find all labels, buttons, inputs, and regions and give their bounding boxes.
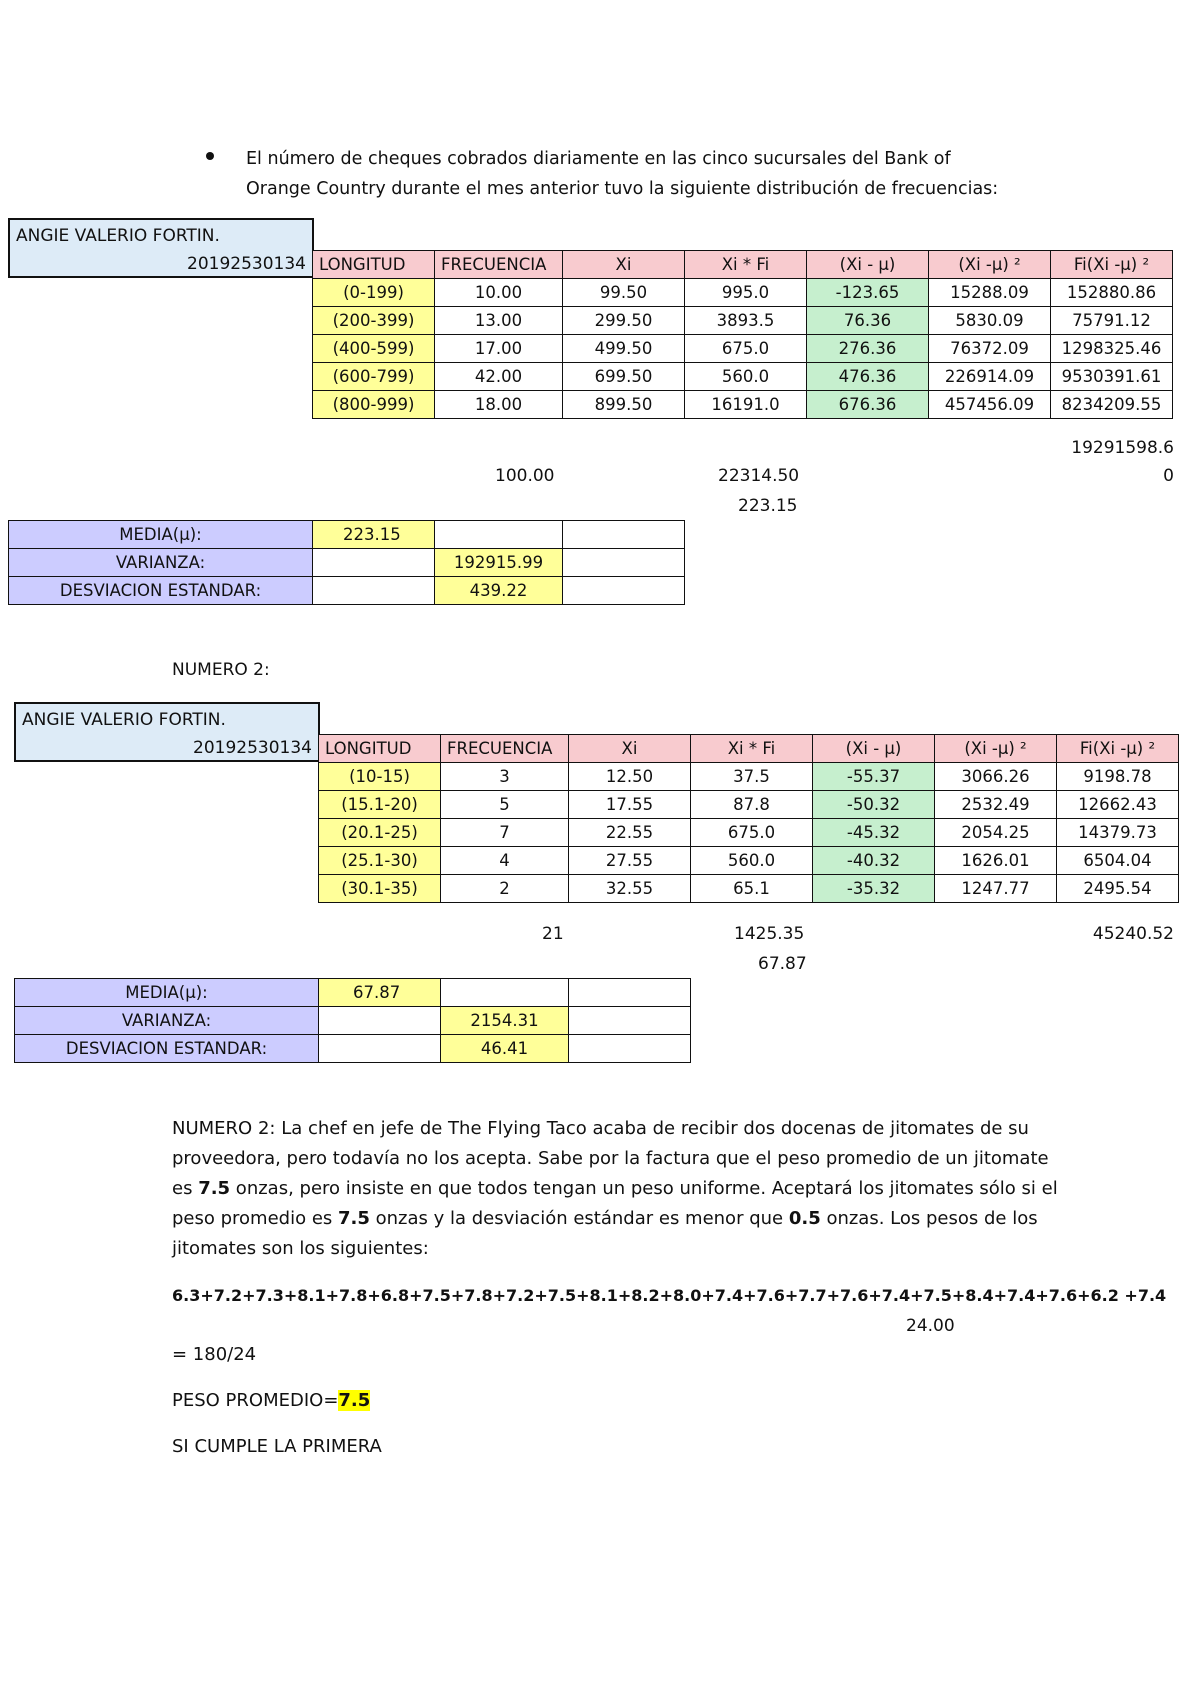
- problem-paragraph: [172, 1114, 1072, 1264]
- cell: (400-599): [313, 335, 435, 363]
- cell: 899.50: [563, 391, 685, 419]
- table-row: [319, 763, 1179, 791]
- cell: 276.36: [807, 335, 929, 363]
- frequency-table-1: [312, 250, 1173, 419]
- student-name: ANGIE VALERIO FORTIN.: [16, 226, 220, 246]
- empty-cell: [563, 549, 685, 577]
- problem-bold-2: 7.5: [338, 1208, 370, 1229]
- empty-cell: [319, 1035, 441, 1063]
- intro-line-2: Orange Country durante el mes anterior tuvo la siguiente distribución de frecuencias:: [246, 179, 999, 199]
- divisor: 24.00: [906, 1316, 955, 1336]
- cell: 2532.49: [935, 791, 1057, 819]
- total-fi-sq-part2: 0: [1163, 466, 1174, 486]
- stats-row-desviacion: [15, 1035, 691, 1063]
- cell: -123.65: [807, 279, 929, 307]
- header-xi-mu: (Xi - μ): [807, 251, 929, 279]
- cell: 10.00: [435, 279, 563, 307]
- table-row: [313, 307, 1173, 335]
- cell: 152880.86: [1051, 279, 1173, 307]
- cell: 476.36: [807, 363, 929, 391]
- peso-label: PESO PROMEDIO=: [172, 1390, 339, 1411]
- header-xi: Xi: [563, 251, 685, 279]
- student-id: 20192530134: [193, 738, 312, 758]
- sum-expression: 6.3+7.2+7.3+8.1+7.8+6.8+7.5+7.8+7.2+7.5+8.1+8.2+8.0+7.4+7.6+7.7+7.6+7.4+7.5+8.4+7.4+7.6+6.2 +7.4: [172, 1286, 1167, 1305]
- cell: 560.0: [691, 847, 813, 875]
- cell: (600-799): [313, 363, 435, 391]
- cell: 3893.5: [685, 307, 807, 335]
- header-fi-xi-mu-sq: Fi(Xi -μ) ²: [1051, 251, 1173, 279]
- total-fi-sq-part1: 19291598.6: [1071, 438, 1174, 458]
- problem-text-c: onzas y la desviación estándar es menor que: [369, 1208, 789, 1229]
- cell: (200-399): [313, 307, 435, 335]
- desviacion-label: DESVIACION ESTANDAR:: [15, 1035, 319, 1063]
- table-row: [313, 391, 1173, 419]
- cell: 1626.01: [935, 847, 1057, 875]
- header-longitud: LONGITUD: [319, 735, 441, 763]
- total-fi-sq: 45240.52: [1092, 924, 1174, 944]
- cell: 17.00: [435, 335, 563, 363]
- bullet-icon: [206, 152, 214, 160]
- problem-text-d: onzas. Los pesos de los jitomates son los siguientes:: [172, 1208, 1038, 1259]
- intro-line-1: El número de cheques cobrados diariamente en las cinco sucursales del Bank of: [246, 149, 951, 169]
- cell: 9198.78: [1057, 763, 1179, 791]
- cell: 12.50: [569, 763, 691, 791]
- desviacion-label: DESVIACION ESTANDAR:: [9, 577, 313, 605]
- problem-text-a: La chef en jefe de The Flying Taco acaba de recibir dos docenas de jitomates de su proveedora, pero todavía no los acepta. Sabe por la factura que el peso promedio de un jitomate es: [172, 1118, 1049, 1199]
- cell: -55.37: [813, 763, 935, 791]
- cell: (10-15): [319, 763, 441, 791]
- cell: 457456.09: [929, 391, 1051, 419]
- header-xifi: Xi * Fi: [691, 735, 813, 763]
- cell: 32.55: [569, 875, 691, 903]
- cell: 75791.12: [1051, 307, 1173, 335]
- cell: 65.1: [691, 875, 813, 903]
- total-xifi: 22314.50: [718, 466, 800, 486]
- student-name: ANGIE VALERIO FORTIN.: [22, 710, 226, 730]
- cell: 76.36: [807, 307, 929, 335]
- cell: 16191.0: [685, 391, 807, 419]
- cell: 299.50: [563, 307, 685, 335]
- cell: 5830.09: [929, 307, 1051, 335]
- cell: 5: [441, 791, 569, 819]
- header-xi-mu-sq: (Xi -μ) ²: [935, 735, 1057, 763]
- total-frequency: 21: [542, 924, 564, 944]
- header-frecuencia: FRECUENCIA: [441, 735, 569, 763]
- table-row: [319, 819, 1179, 847]
- media-label: MEDIA(μ):: [15, 979, 319, 1007]
- cell: -45.32: [813, 819, 935, 847]
- cell: 1247.77: [935, 875, 1057, 903]
- table-row: [319, 847, 1179, 875]
- stats-row-media: [9, 521, 685, 549]
- cell: 699.50: [563, 363, 685, 391]
- cell: 99.50: [563, 279, 685, 307]
- media-value: 223.15: [313, 521, 435, 549]
- cell: -35.32: [813, 875, 935, 903]
- cell: (30.1-35): [319, 875, 441, 903]
- mean-calculation: 67.87: [758, 954, 807, 974]
- table-row: [319, 875, 1179, 903]
- stats-table-2: [14, 978, 691, 1063]
- cell: 42.00: [435, 363, 563, 391]
- peso-value: 7.5: [338, 1390, 371, 1411]
- stats-row-varianza: [15, 1007, 691, 1035]
- table-header: [319, 735, 1179, 763]
- frequency-table-2: [318, 734, 1179, 903]
- cell: (25.1-30): [319, 847, 441, 875]
- name-box-2: [14, 702, 320, 762]
- cell: 3066.26: [935, 763, 1057, 791]
- desviacion-value: 439.22: [435, 577, 563, 605]
- cell: 14379.73: [1057, 819, 1179, 847]
- problem-lead: NUMERO 2:: [172, 1118, 276, 1139]
- table-row: [313, 363, 1173, 391]
- empty-cell: [569, 1035, 691, 1063]
- cell: 675.0: [685, 335, 807, 363]
- media-label: MEDIA(μ):: [9, 521, 313, 549]
- cell: 8234209.55: [1051, 391, 1173, 419]
- cell: 675.0: [691, 819, 813, 847]
- cell: 226914.09: [929, 363, 1051, 391]
- cell: 18.00: [435, 391, 563, 419]
- header-frecuencia: FRECUENCIA: [435, 251, 563, 279]
- cell: 13.00: [435, 307, 563, 335]
- varianza-value: 192915.99: [435, 549, 563, 577]
- cell: -50.32: [813, 791, 935, 819]
- cell: 87.8: [691, 791, 813, 819]
- cell: -40.32: [813, 847, 935, 875]
- section-2-title: NUMERO 2:: [172, 660, 270, 680]
- cell: 17.55: [569, 791, 691, 819]
- cell: (800-999): [313, 391, 435, 419]
- cell: 560.0: [685, 363, 807, 391]
- empty-cell: [569, 979, 691, 1007]
- cell: 2: [441, 875, 569, 903]
- empty-cell: [313, 577, 435, 605]
- cell: 1298325.46: [1051, 335, 1173, 363]
- conclusion: SI CUMPLE LA PRIMERA: [172, 1436, 382, 1457]
- table-row: [313, 279, 1173, 307]
- header-xifi: Xi * Fi: [685, 251, 807, 279]
- header-xi-mu-sq: (Xi -μ) ²: [929, 251, 1051, 279]
- cell: (20.1-25): [319, 819, 441, 847]
- problem-bold-3: 0.5: [788, 1208, 821, 1229]
- varianza-label: VARIANZA:: [15, 1007, 319, 1035]
- problem-bold-1: 7.5: [198, 1178, 231, 1199]
- cell: 12662.43: [1057, 791, 1179, 819]
- cell: 22.55: [569, 819, 691, 847]
- cell: 9530391.61: [1051, 363, 1173, 391]
- empty-cell: [441, 979, 569, 1007]
- cell: 76372.09: [929, 335, 1051, 363]
- desviacion-value: 46.41: [441, 1035, 569, 1063]
- stats-row-media: [15, 979, 691, 1007]
- cell: 7: [441, 819, 569, 847]
- table-header: [313, 251, 1173, 279]
- cell: 2495.54: [1057, 875, 1179, 903]
- mean-calculation: 223.15: [738, 496, 798, 516]
- cell: 499.50: [563, 335, 685, 363]
- cell: 676.36: [807, 391, 929, 419]
- empty-cell: [563, 521, 685, 549]
- cell: 4: [441, 847, 569, 875]
- division-result: = 180/24: [172, 1344, 257, 1365]
- empty-cell: [319, 1007, 441, 1035]
- table-row: [313, 335, 1173, 363]
- cell: (15.1-20): [319, 791, 441, 819]
- header-longitud: LONGITUD: [313, 251, 435, 279]
- cell: 27.55: [569, 847, 691, 875]
- header-fi-xi-mu-sq: Fi(Xi -μ) ²: [1057, 735, 1179, 763]
- stats-table-1: [8, 520, 685, 605]
- empty-cell: [569, 1007, 691, 1035]
- table-row: [319, 791, 1179, 819]
- stats-row-varianza: [9, 549, 685, 577]
- cell: 15288.09: [929, 279, 1051, 307]
- empty-cell: [313, 549, 435, 577]
- header-xi: Xi: [569, 735, 691, 763]
- empty-cell: [563, 577, 685, 605]
- cell: 2054.25: [935, 819, 1057, 847]
- name-box-1: [8, 218, 314, 278]
- total-xifi: 1425.35: [734, 924, 805, 944]
- cell: 995.0: [685, 279, 807, 307]
- media-value: 67.87: [319, 979, 441, 1007]
- cell: (0-199): [313, 279, 435, 307]
- varianza-value: 2154.31: [441, 1007, 569, 1035]
- varianza-label: VARIANZA:: [9, 549, 313, 577]
- cell: 3: [441, 763, 569, 791]
- peso-promedio: [172, 1390, 370, 1411]
- cell: 6504.04: [1057, 847, 1179, 875]
- student-id: 20192530134: [187, 254, 306, 274]
- header-xi-mu: (Xi - μ): [813, 735, 935, 763]
- problem-text-b: onzas, pero insiste en que todos tengan un peso uniforme. Aceptará los jitomates sólo si el peso promedio es: [172, 1178, 1058, 1229]
- stats-row-desviacion: [9, 577, 685, 605]
- cell: 37.5: [691, 763, 813, 791]
- empty-cell: [435, 521, 563, 549]
- total-frequency: 100.00: [495, 466, 555, 486]
- intro-text: [246, 144, 998, 204]
